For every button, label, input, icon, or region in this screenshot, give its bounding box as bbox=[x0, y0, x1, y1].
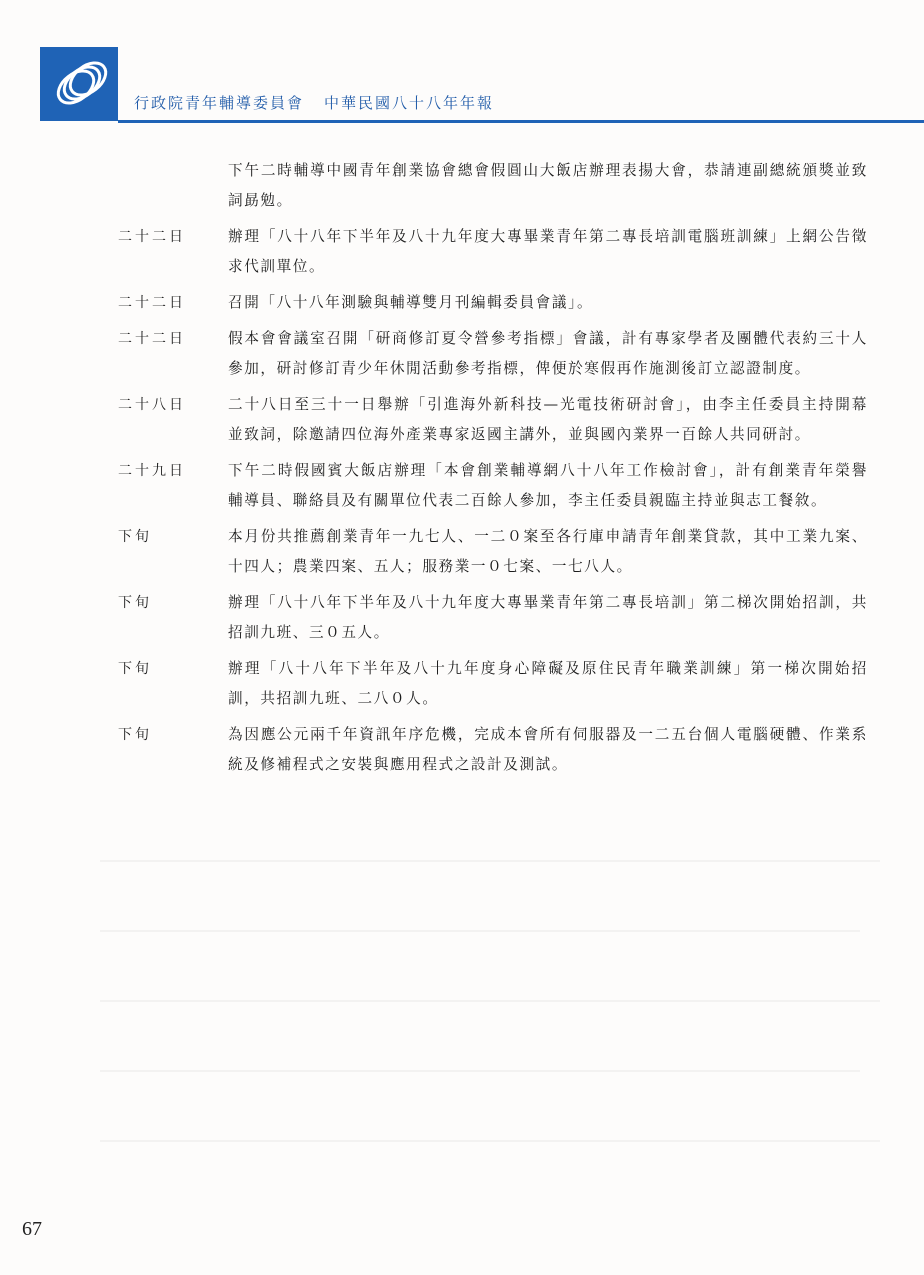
entry-date: 二十九日 bbox=[118, 463, 186, 479]
entry bbox=[0, 522, 924, 582]
entry-text: 下午二時輔導中國青年創業協會總會假圓山大飯店辦理表揚大會，恭請連副總統頒獎並致詞勗勉。 bbox=[228, 162, 868, 209]
bleed-through bbox=[100, 1140, 880, 1142]
entry bbox=[0, 156, 924, 216]
entry-text: 辦理「八十八年下半年及八十九年度大專畢業青年第二專長培訓」第二梯次開始招訓，共招訓九班、三０五人。 bbox=[228, 594, 868, 641]
header-report: 中華民國八十八年年報 bbox=[324, 94, 495, 112]
entry-date: 二十二日 bbox=[118, 331, 186, 347]
entry-text: 為因應公元兩千年資訊年序危機，完成本會所有伺服器及一二五台個人電腦硬體、作業系統及修補程式之安裝與應用程式之設計及測試。 bbox=[228, 726, 868, 773]
rings-logo-icon bbox=[40, 47, 118, 121]
chronicle-entries bbox=[0, 156, 924, 786]
entry-date: 下旬 bbox=[118, 595, 152, 611]
bleed-through bbox=[100, 1000, 880, 1002]
page-number: 67 bbox=[22, 1218, 42, 1240]
entry-date: 下旬 bbox=[118, 529, 152, 545]
running-header bbox=[134, 92, 494, 113]
entry-text: 召開「八十八年測驗與輔導雙月刊編輯委員會議」。 bbox=[228, 294, 594, 311]
entry-date: 下旬 bbox=[118, 661, 152, 677]
entry-date: 下旬 bbox=[118, 727, 152, 743]
logo bbox=[40, 47, 118, 121]
header-rule bbox=[118, 120, 924, 123]
entry bbox=[0, 222, 924, 282]
entry-date: 二十八日 bbox=[118, 397, 186, 413]
header-org: 行政院青年輔導委員會 bbox=[134, 94, 305, 112]
entry bbox=[0, 720, 924, 780]
entry bbox=[0, 588, 924, 648]
entry-text: 本月份共推薦創業青年一九七人、一二０案至各行庫申請青年創業貸款，其中工業九案、十四人；農業四案、五人；服務業一０七案、一七八人。 bbox=[228, 528, 868, 575]
bleed-through bbox=[100, 860, 880, 862]
entry bbox=[0, 390, 924, 450]
entry bbox=[0, 324, 924, 384]
entry-date: 二十二日 bbox=[118, 229, 186, 245]
entry-text: 假本會會議室召開「研商修訂夏令營參考指標」會議，計有專家學者及團體代表約三十人參加，研討修訂青少年休閒活動參考指標，俾便於寒假再作施測後訂立認證制度。 bbox=[228, 330, 868, 377]
entry-text: 辦理「八十八年下半年及八十九年度大專畢業青年第二專長培訓電腦班訓練」上網公告徵求代訓單位。 bbox=[228, 228, 868, 275]
entry-text: 二十八日至三十一日舉辦「引進海外新科技—光電技術研討會」，由李主任委員主持開幕並致詞，除邀請四位海外產業專家返國主講外，並與國內業界一百餘人共同研討。 bbox=[228, 396, 868, 443]
entry bbox=[0, 288, 924, 318]
entry bbox=[0, 456, 924, 516]
bleed-through bbox=[100, 930, 860, 932]
entry-text: 下午二時假國賓大飯店辦理「本會創業輔導網八十八年工作檢討會」，計有創業青年榮譽輔導員、聯絡員及有關單位代表二百餘人參加，李主任委員親臨主持並與志工餐敘。 bbox=[228, 462, 868, 509]
entry-text: 辦理「八十八年下半年及八十九年度身心障礙及原住民青年職業訓練」第一梯次開始招訓，共招訓九班、二八０人。 bbox=[228, 660, 868, 707]
bleed-through bbox=[100, 1070, 860, 1072]
entry-date: 二十二日 bbox=[118, 295, 186, 311]
entry bbox=[0, 654, 924, 714]
